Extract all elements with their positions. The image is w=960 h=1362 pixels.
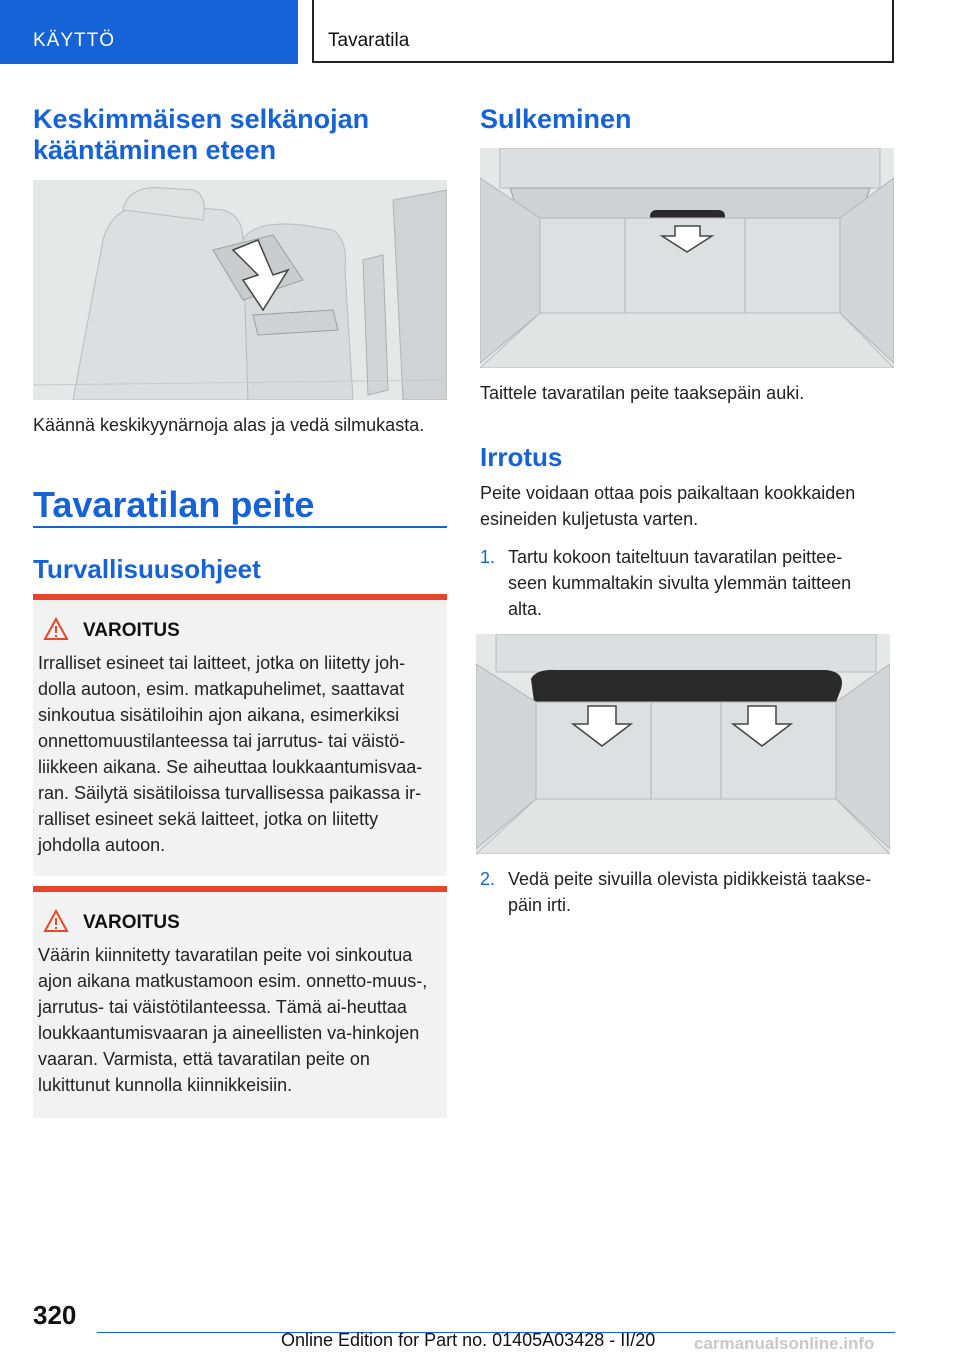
section-label: KÄYTTÖ <box>33 30 116 51</box>
heading-safety: Turvallisuusohjeet <box>33 554 261 584</box>
figure-cover-removal <box>476 634 890 854</box>
step-2 <box>480 866 894 922</box>
chapter-label: Tavaratila <box>328 30 410 51</box>
warning-text-2: Väärin kiinnitetty tavaratilan peite voi sinkoutua ajon aikana matkustamoon esim. onnetto-muus-, jarrutus- tai väistötilanteessa. Tämä ai-heuttaa loukkaantumisvaaran ja aineellisten va-hinkojen vaaran. Varmista, että tavaratilan peite on lukittunut kunnolla kiinnikkeisiin. <box>38 945 428 1095</box>
heading-closing: Sulkeminen <box>480 104 632 134</box>
heading-rule <box>33 526 447 528</box>
step-1 <box>480 544 894 624</box>
warning-triangle-icon <box>43 909 69 933</box>
warning-text-1: Irralliset esineet tai laitteet, jotka on liitetty joh-dolla autoon, esim. matkapuhelimet, saattavat sinkoutua sisätiloihin ajon aikana, esimerkiksi onnettomuustilanteessa tai jarrutus- tai väistö-liikkeen aikana. Se aiheuttaa loukkaantumisvaa-ran. Säilytä sisätiloissa turvallisessa paikassa ir-ralliset esineet sekä laitteet, jotka on liitetty johdolla autoon. <box>38 653 423 855</box>
section-tab <box>0 0 298 64</box>
page-number: 320 <box>33 1300 77 1330</box>
caption-closing: Taittele tavaratilan peite taaksepäin auki. <box>480 383 805 403</box>
chapter-header <box>312 0 894 63</box>
warning-title-text-1: VAROITUS <box>83 620 180 641</box>
warning-title-text-2: VAROITUS <box>83 912 180 933</box>
figure-rear-seat <box>33 180 447 400</box>
warning-box-1 <box>33 594 447 876</box>
caption-seat: Käännä keskikyynärnoja alas ja vedä silmukasta. <box>33 415 425 435</box>
heading-removal: Irrotus <box>480 442 563 472</box>
warning-title-1 <box>83 620 435 648</box>
step-text-1: Tartu kokoon taiteltuun tavaratilan peittee-seen kummaltakin sivulta ylemmän taitteen alta. <box>508 547 852 619</box>
warning-title-2 <box>83 912 435 940</box>
watermark: carmanualsonline.info <box>694 1334 875 1353</box>
step-text-2: Vedä peite sivuilla olevista pidikkeistä taakse-päin irti. <box>508 869 872 915</box>
warning-triangle-icon <box>43 617 69 641</box>
step-number-2: 2. <box>480 869 496 889</box>
heading-seat: Keskimmäisen selkänojan kääntäminen eteen <box>33 104 370 165</box>
edition-text: Online Edition for Part no. 01405A03428 - II/20 <box>281 1330 656 1350</box>
intro-removal: Peite voidaan ottaa pois paikaltaan kookkaiden esineiden kuljetusta varten. <box>480 483 856 529</box>
figure-cover-closing <box>480 148 894 368</box>
step-number-1: 1. <box>480 547 496 567</box>
heading-cover: Tavaratilan peite <box>33 484 315 525</box>
warning-box-2 <box>33 886 447 1118</box>
